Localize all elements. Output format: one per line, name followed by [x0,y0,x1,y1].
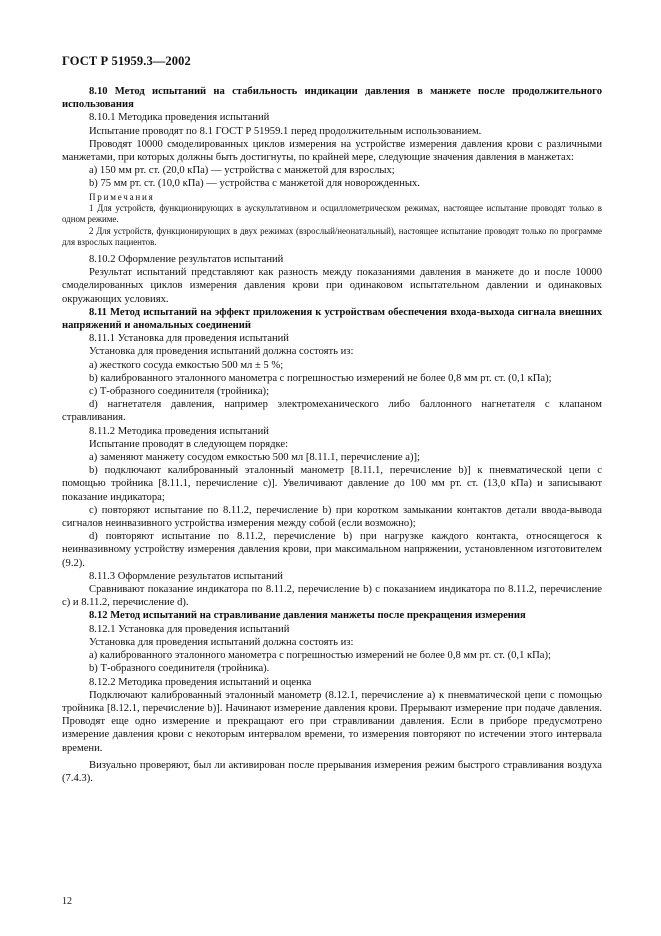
paragraph: 8.11.1 Установка для проведения испытаний [89,333,289,345]
paragraph: a) калиброванного эталонного манометра с погрешностью измерений не более 0,8 мм рт. ст. (0,1 кПа); [89,650,551,662]
section-heading: 8.10 Метод испытаний на стабильность индикации давления в манжете после продолжительного использования [62,86,602,111]
paragraph: c) повторяют испытание по 8.11.2, перечисление b) при коротком замыкании контактов детали ввода-вывода сигналов неинвазивного устройства измерения между собой (если возможно); [62,504,602,530]
document-body [62,85,602,785]
paragraph: 8.12.1 Установка для проведения испытаний [89,623,290,635]
page-header-title: ГОСТ Р 51959.3—2002 [62,54,191,68]
paragraph: b) 75 мм рт. ст. (10,0 кПа) — устройства с манжетой для новорожденных. [89,178,420,190]
paragraph: 8.10.2 Оформление результатов испытаний [89,254,284,265]
notes-heading: Примечания [89,191,155,202]
paragraph: Проводят 10000 смоделированных циклов измерения на устройстве измерения давления крови с различными манжетами, при которых должны быть достигнуты, по крайней мере, следующие значения давления в манжетах: [62,138,602,164]
paragraph: Установка для проведения испытаний должна состоять из: [89,346,354,358]
paragraph: Результат испытаний представляют как разность между показаниями давления в манжете до и после 10000 смоделированных циклов измерения давления крови при одинаковом испытательном давлении и одинаковых окружающих условиях. [62,267,602,305]
paragraph: 8.10.1 Методика проведения испытаний [89,112,270,124]
paragraph: d) нагнетателя давления, например электромеханического либо баллонного нагнетателя с клапаном стравливания. [62,399,602,424]
paragraph: 8.12.2 Методика проведения испытаний и оценка [89,676,312,688]
paragraph: Подключают калиброванный эталонный манометр (8.12.1, перечисление a) к пневматической цепи с помощью тройника [8.12.1, перечисление b)]. Начинают измерение давления крови. Прерывают измерение при подаче давления. Проводят еще одно измерение и прекращают его при стравливании давления. Если в приборе предусмотрено измерение давления крови с некоторым интервалом времени, то измерения повторяют по истечении этого интервала времени. [62,689,602,754]
paragraph: a) заменяют манжету сосудом емкостью 500 мл [8.11.1, перечисление a)]; [89,452,420,464]
paragraph: Испытание проводят в следующем порядке: [89,438,289,450]
paragraph: a) 150 мм рт. ст. (20,0 кПа) — устройства с манжетой для взрослых; [89,165,395,177]
paragraph: c) Т-образного соединителя (тройника); [89,386,270,398]
note-text: 1 Для устройств, функционирующих в аускультативном и осциллометрическом режимах, настоящее испытание проводят только в одном режиме. [62,202,602,225]
paragraph: Испытание проводят по 8.1 ГОСТ Р 51959.1 перед продолжительным использованием. [89,125,482,137]
paragraph: Сравнивают показание индикатора по 8.11.2, перечисление b) с показанием индикатора по 8.11.2, перечисление c) и 8.11.2, перечисление d). [62,584,602,609]
paragraph: 8.11.2 Методика проведения испытаний [89,425,269,437]
paragraph: b) подключают калиброванный эталонный манометр [8.11.1, перечисление b)] к пневматической цепи с помощью тройника [8.11.1, перечисление c)]. Увеличивают давление до 100 мм рт. ст. (13,0 кПа) и записывают показание индикатора; [62,465,602,503]
paragraph: b) Т-образного соединителя (тройника). [89,663,270,675]
paragraph: b) калиброванного эталонного манометра с погрешностью измерений не более 0,8 мм рт. ст. (0,1 кПа); [89,372,552,384]
section-heading: 8.11 Метод испытаний на эффект приложения к устройствам обеспечения входа-выхода сигнала внешних напряжений и аномальных соединений [62,306,602,332]
paragraph: Визуально проверяют, был ли активирован после прерывания измерения режим быстрого стравливания воздуха (7.4.3). [62,759,602,784]
paragraph: a) жесткого сосуда емкостью 500 мл ± 5 %; [89,359,284,371]
page-number: 12 [62,896,72,907]
note-text: 2 Для устройств, функционирующих в двух режимах (взрослый/неонатальный), настоящее испытание проводят только по программе для взрослых пациентов. [62,225,602,248]
paragraph: d) повторяют испытание по 8.11.2, перечисление b) при нагрузке каждого контакта, относящегося к неинвазивному устройству измерения давления крови, при максимальном напряжении, установленном изготовителем (9.2). [62,531,602,569]
section-heading: 8.12 Метод испытаний на стравливание давления манжеты после прекращения измерения [89,610,526,622]
paragraph: 8.11.3 Оформление результатов испытаний [89,570,283,582]
paragraph: Установка для проведения испытаний должна состоять из: [89,636,354,648]
